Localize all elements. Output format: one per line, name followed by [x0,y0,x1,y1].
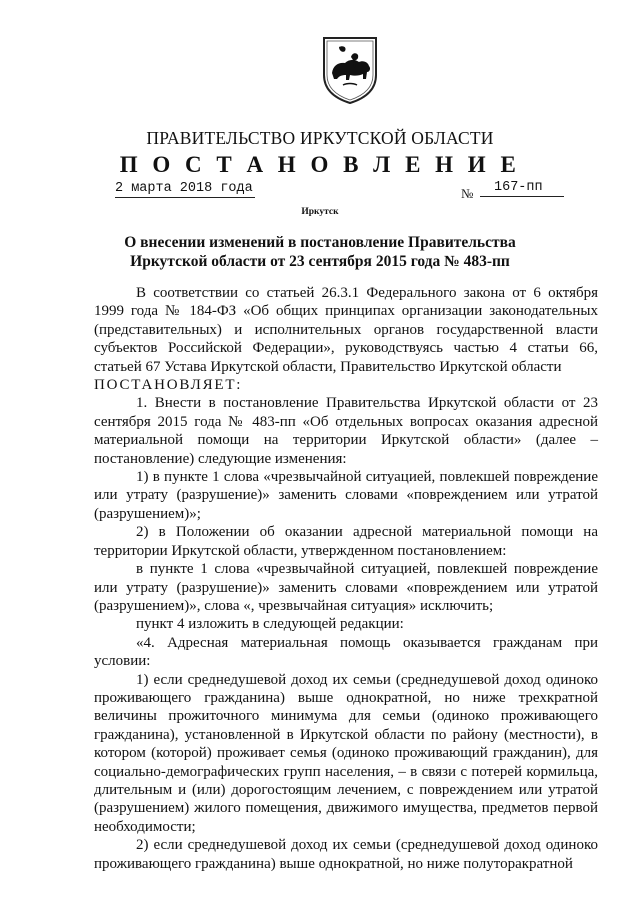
document-title: О внесении изменений в постановление Правительства Иркутской области от 23 сентября 2015 года № 483-пп [124,234,516,270]
document-number: 167-пп [480,180,564,197]
paragraph-4-2: 2) если среднедушевой доход их семьи (среднедушевой доход одиноко проживающего гражданина) выше однократной, но ниже полуторакратной [94,837,598,872]
government-name: ПРАВИТЕЛЬСТВО ИРКУТСКОЙ ОБЛАСТИ [146,128,494,148]
paragraph-4-1: 1) если среднедушевой доход их семьи (среднедушевой доход одиноко проживающего гражданина) выше однократной, но ниже трехкратной величины прожиточного минимума для семьи (одиноко проживающего гражданина), установленной в Иркутской области по району (местности), в котором (которой) проживает семья (одиноко проживающий гражданин), для социально-демографических групп населения, – в связи с потерей кормильца, длительным и (или) дорогостоящим лечением, с повреждением или утратой (разрушением) жилого помещения, движимого имущества, предметов первой необходимости; [94,671,598,835]
paragraph-1-2b: пункт 4 изложить в следующей редакции: [136,616,404,633]
preamble-paragraph: В соответствии со статьей 26.3.1 Федерального закона от 6 октября 1999 года № 184-ФЗ «Об общих принципах организации законодательных (представительных) и исполнительных органов государственной власти субъектов Российской Федерации», руководствуясь частью 4 статьи 66, статьей 67 Устава Иркутской области, Правительство Иркутской области [94,285,598,375]
paragraph-1: 1. Внести в постановление Правительства Иркутской области от 23 сентября 2015 года № 483-пп «Об отдельных вопросах оказания адресной материальной помощи на территории Иркутской области» (далее – постановление) следующие изменения: [94,395,598,467]
decrees-heading: ПОСТАНОВЛЯЕТ: [94,377,243,394]
paragraph-1-2: 2) в Положении об оказании адресной материальной помощи на территории Иркутской области, утвержденном постановлением: [94,524,598,559]
number-sign: № [461,186,474,201]
coat-of-arms-icon [321,35,379,105]
paragraph-1-1: 1) в пункте 1 слова «чрезвычайной ситуацией, повлекшей повреждение или утрату (разрушение)» заменить словами «повреждением или утратой (разрушением)»; [94,469,598,522]
document-body [94,284,598,873]
city: Иркутск [301,207,339,217]
document-type: П О С Т А Н О В Л Е Н И Е [119,152,521,177]
paragraph-1-2a: в пункте 1 слова «чрезвычайной ситуацией, повлекшей повреждение или утрату (разрушение)» заменить словами «повреждением или утратой (разрушением)», слова «, чрезвычайная ситуация» исключить; [94,561,598,614]
paragraph-4: «4. Адресная материальная помощь оказывается гражданам при условии: [94,634,598,670]
document-date: 2 марта 2018 года [115,181,255,198]
